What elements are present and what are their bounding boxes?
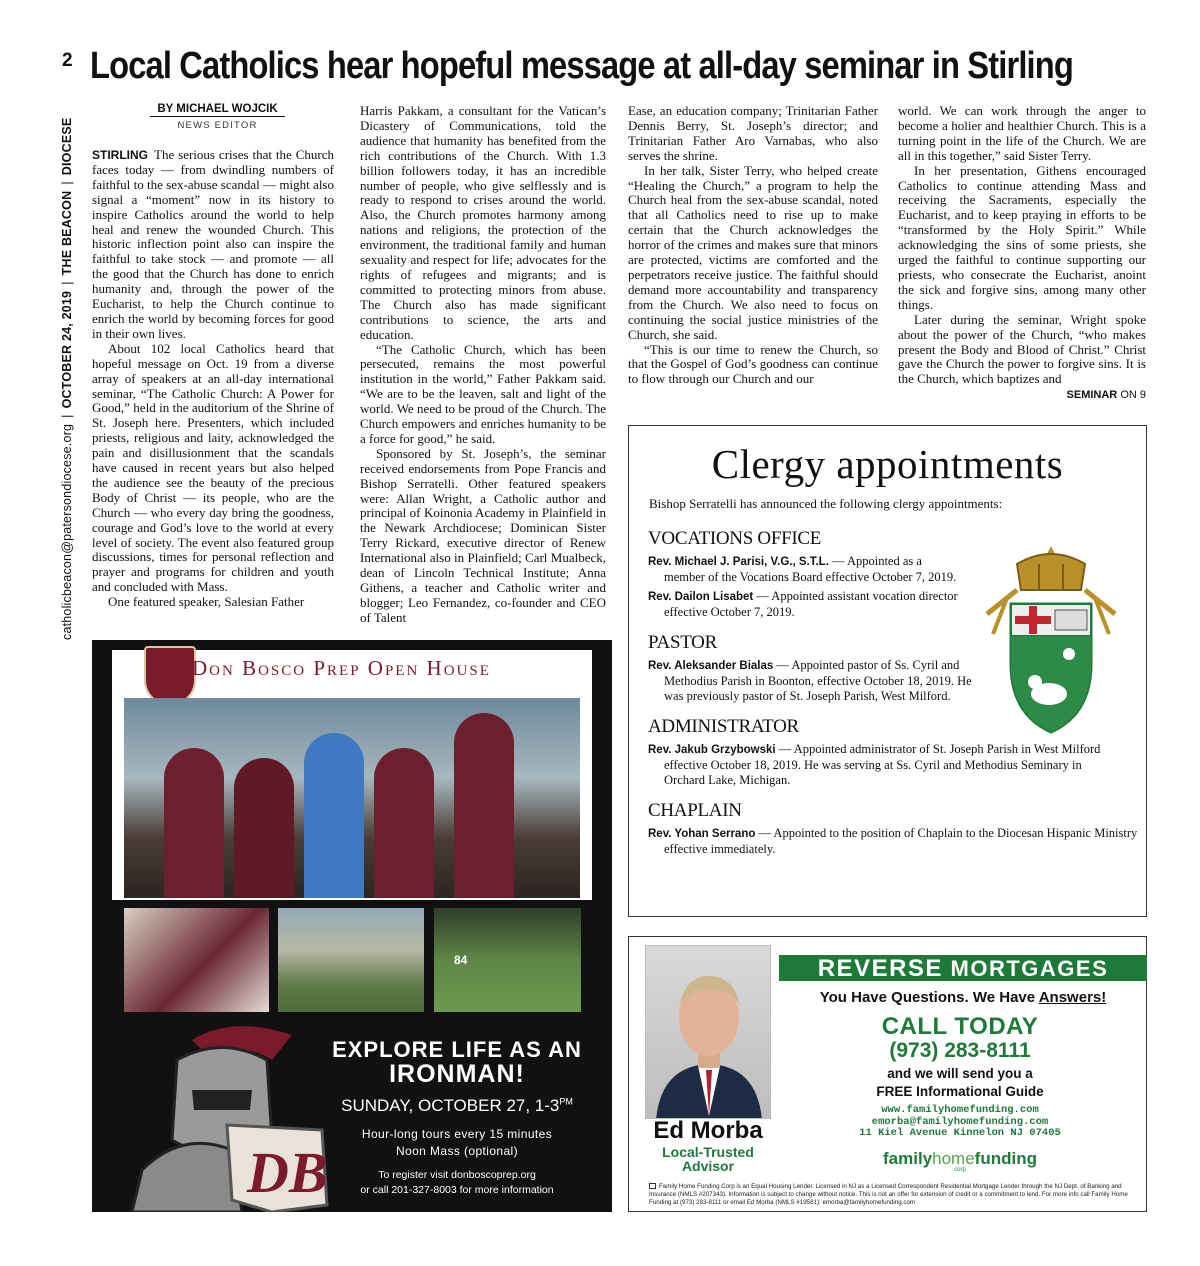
clergy-section-heading: ADMINISTRATOR bbox=[648, 716, 799, 737]
call-today: CALL TODAY bbox=[881, 1013, 1039, 1040]
article-paragraph: Ease, an education company; Trinitarian Father Dennis Berry, St. Joseph’s director; and Trinitarian Father Aro Varnabas, who also serves the shrine. bbox=[628, 103, 878, 163]
open-house-date: SUNDAY, OCTOBER 27, $1-3^{PM}$ bbox=[341, 1096, 573, 1115]
article-paragraph: In her presentation, Githens encouraged Catholics to continue attending Mass and receiving the Sacraments, especially the Eucharist, and to keep praying in efforts to be “transformed by the Holy Spirit.” While acknowledging the sins of some priests, she urged the faithful to continue supporting our priests, who consecrate the Eucharist, anoint the sick and forgive sins, among many other things. bbox=[898, 162, 1146, 312]
clergy-section-heading: CHAPLAIN bbox=[648, 800, 742, 821]
article-column-1 bbox=[92, 148, 334, 610]
students-photo bbox=[124, 698, 580, 898]
clergy-section-heading: VOCATIONS OFFICE bbox=[648, 528, 822, 549]
clergy-section-heading: PASTOR bbox=[648, 632, 717, 653]
registration-info[interactable]: To register visit donboscoprep.org or call 201-327-8003 for more information bbox=[360, 1169, 554, 1196]
student-studying-photo bbox=[124, 908, 269, 1012]
continued-on-link[interactable]: SEMINAR ON 9 bbox=[1066, 389, 1146, 402]
byline bbox=[150, 103, 285, 131]
diocese-coat-of-arms-icon bbox=[977, 544, 1125, 740]
phone-number[interactable]: (973) 283-8111 bbox=[889, 1039, 1031, 1062]
rail-section: DIOCESE bbox=[60, 117, 74, 176]
contact-info[interactable] bbox=[779, 1105, 1141, 1140]
rail-separator: | bbox=[60, 181, 74, 185]
ad-title: Don Bosco Prep Open House bbox=[192, 656, 491, 680]
rail-date: OCTOBER 24, 2019 bbox=[60, 290, 74, 409]
article-column-3 bbox=[628, 104, 878, 387]
page-rail bbox=[52, 80, 82, 640]
ad-tagline: You Have Questions. We Have Answers! bbox=[819, 989, 1107, 1006]
advisor-title: Local-Trusted Advisor bbox=[662, 1144, 754, 1174]
article-column-2 bbox=[360, 104, 606, 626]
byline-title: NEWS EDITOR bbox=[177, 120, 258, 131]
tour-info: Hour-long tours every 15 minutes Noon Mass (optional) bbox=[361, 1127, 553, 1158]
article-paragraph: Harris Pakkam, a consultant for the Vatican’s Dicastery of Communications, told the audience that humanity has benefited from the rich contributions of the Church. With 1.3 billion followers today, it has an incredible number of people, who give selflessly and is ready to respond to crises around the world. Also, the Church promotes harmony among nations and religions, the protection of the environment, the traditional family and human sexuality and respect for life; advocates for the rights of refugees and migrants; and is committed to protecting minors from abuse. The Church also has made significant contributions to science, the arts and education. bbox=[360, 103, 606, 342]
rail-separator: | bbox=[60, 281, 74, 285]
dateline: STIRLING bbox=[92, 148, 148, 162]
address: 11 Kiel Avenue Kinnelon NJ 07405 bbox=[859, 1127, 1061, 1139]
article-paragraph: Later during the seminar, Wright spoke about the power of the Church, “who makes present the Body and Blood of Christ.” Christ gave the Church the power to forgive sins. It is the Church, which baptizes and bbox=[898, 311, 1146, 387]
clergy-entry: Rev. Aleksander Bialas — Appointed pastor of Ss. Cyril and Methodius Parish in Boonton, effective October 18, 2019. He was previously pastor of St. Joseph Parish, West Milford. bbox=[648, 658, 972, 703]
page-number: 2 bbox=[62, 50, 73, 71]
clergy-entry: Rev. Jakub Grzybowski — Appointed administrator of St. Joseph Parish in West Milford effective October 18, 2019. He was serving at Ss. Cyril and Methodius Seminary in Orchard Lake, Michigan. bbox=[648, 742, 1101, 787]
article-paragraph: STIRLING The serious crises that the Church faces today — from dwindling numbers of faithful to the sex-abuse scandal — might also signal a “moment” now in its history to inspire Catholics around the world to help heal and renew the wounded Church. This historic inflection point also can inspire the faithful to take stock — and promote — all the good that the Church has done to enrich humanity and, through the power of the Eucharist, to help the Church continue to enrich the world by becoming forces for good in their own lives. bbox=[92, 147, 334, 341]
article-paragraph: “The Catholic Church, which has been persecuted, remains the most powerful institution in the world,” Father Pakkam said. “We are to be the leaven, salt and light of the world. We need to be proud of the Church. The Church empowers and enriches humanity to be a force for good,” he said. bbox=[360, 341, 606, 446]
clergy-title: Clergy appointments bbox=[711, 441, 1064, 487]
clergy-entry: Rev. Michael J. Parisi, V.G., S.T.L. — Appointed as a member of the Vocations Board effective October 7, 2019. bbox=[648, 554, 957, 584]
football-game-photo: 84 bbox=[434, 908, 581, 1012]
article-paragraph: “This is our time to renew the Church, so that the Gospel of God’s goodness can continue to flow through our Church and our bbox=[628, 341, 878, 387]
article-headline: Local Catholics hear hopeful message at all-day seminar in Stirling bbox=[90, 45, 1073, 87]
advisor-name: Ed Morba bbox=[653, 1117, 763, 1144]
email-link: emorba@familyhomefunding.com bbox=[871, 1115, 1049, 1128]
school-crest-icon bbox=[144, 646, 196, 706]
campus-aerial-photo bbox=[278, 908, 424, 1012]
rail-email: catholicbeacon@patersondiocese.org bbox=[60, 423, 74, 640]
article-paragraph: Sponsored by St. Joseph’s, the seminar received endorsements from Pope Francis and Bishop Serratelli. Other featured speakers were: Allan Wright, a Catholic author and principal of Koinonia Academy in Plainfield in the Newark Archdiocese; Dominican Sister Terry Rickard, executive director of Renew International also in Plainfield; Carl Mualbeck, dean of Lincoln Technical Institute; Anna Githens, a teacher and Catholic writer and blogger; Leo Fernandez, co-founder and CEO of Talent bbox=[360, 445, 606, 625]
article-paragraph: One featured speaker, Salesian Father bbox=[108, 594, 305, 610]
equal-housing-icon bbox=[649, 1183, 656, 1189]
article-paragraph: About 102 local Catholics heard that hopeful message on Oct. 19 from a diverse array of speakers at an all-day international seminar, “The Catholic Church: A Power for Good,” held in the auditorium of the Shrine of St. Joseph here. Presenters, which included priests, religious and laity, acknowledged the pain and disillusionment that the scandals have caused in recent years but also helped the audience see the beauty of the precious Body of Christ — its people, who are the Church — who every day bring the goodness, courage and God’s love to the world at every level of society. The event also featured group discussions, times for personal reflection and prayer and programs for children and youth and concluded with Mass. bbox=[92, 340, 334, 595]
rail-separator: | bbox=[60, 414, 74, 418]
free-guide-offer: and we will send you a FREE Informational Guide bbox=[876, 1066, 1044, 1099]
clergy-entry: Rev. Yohan Serrano — Appointed to the position of Chaplain to the Diocesan Hispanic Ministry effective immediately. bbox=[648, 826, 1138, 856]
clergy-entry: Rev. Dailon Lisabet — Appointed assistant vocation director effective October 7, 2019. bbox=[648, 589, 958, 619]
ironman-knight-logo-icon bbox=[122, 1020, 337, 1212]
advisor-photo bbox=[645, 945, 771, 1119]
article-column-4 bbox=[898, 104, 1146, 403]
family-home-funding-logo: familyhomefunding corp bbox=[883, 1149, 1037, 1173]
rail-publication: THE BEACON bbox=[60, 190, 74, 276]
reverse-mortgage-ad[interactable] bbox=[628, 936, 1147, 1212]
db-shield-text: DB bbox=[247, 1140, 328, 1205]
ad-title-bar: REVERSE MORTGAGES bbox=[779, 955, 1147, 981]
clergy-intro: Bishop Serratelli has announced the following clergy appointments: bbox=[649, 496, 1003, 511]
byline-name: BY MICHAEL WOJCIK bbox=[150, 103, 285, 117]
website-link: www.familyhomefunding.com bbox=[881, 1104, 1039, 1116]
don-bosco-prep-ad[interactable] bbox=[92, 640, 612, 1212]
equal-housing-disclaimer: Family Home Funding Corp is an Equal Housing Lender. Licensed in NJ as a Licensed Correspondent Residential Mortgage Lender through the NJ Dept. of Banking and Insurance (NMLS #207343). Information is subject to change without notice. This is not an offer for extension of credit or a commitment to lend. For more info call Family Home Funding at (973) 283-8111 or email Ed Morba (NMLS #19581): emorba@familyhomefunding.com bbox=[649, 1183, 1128, 1207]
article-paragraph: world. We can work through the anger to become a holier and healthier Church. This is a turning point in the life of the Church. We are all in this together,” said Sister Terry. bbox=[898, 103, 1146, 163]
article-paragraph: In her talk, Sister Terry, who helped create “Healing the Church,” a program to help the Church heal from the sex-abuse scandal, noted that all Catholics need to rise up to make certain that the Church acknowledges the horror of the crimes and makes sure that minors are protected, victims are comforted and the perpetrators receive justice. The faithful should demand more accountability and transparency from the Church. We also need to focus on continuing the social justice ministries of the Church, she said. bbox=[628, 162, 878, 342]
ad-headline: EXPLORE LIFE AS AN IRONMAN! bbox=[332, 1037, 582, 1088]
clergy-appointments-box bbox=[628, 425, 1147, 917]
